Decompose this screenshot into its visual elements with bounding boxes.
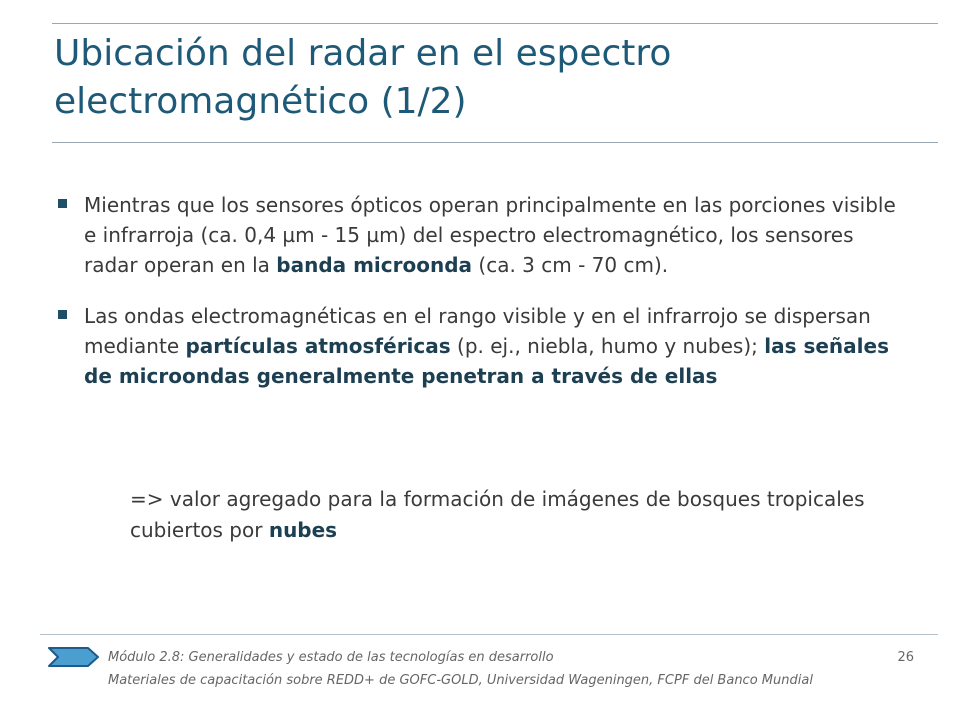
bullet-1-tail: (ca. 3 cm - 70 cm). bbox=[472, 253, 669, 277]
title-divider bbox=[52, 142, 938, 143]
chevron-arrow-shape bbox=[49, 648, 98, 666]
bullet-1-text: Mientras que los sensores ópticos operan principalmente en las porciones visible e infrarroja (ca. 0,4 µm - 15 µm) del espectro electromagnético, los sensores radar operan en la bbox=[84, 193, 896, 277]
footer-materials-text: Materiales de capacitación sobre REDD+ de GOFC-GOLD, Universidad Wageningen, FCPF del Banco Mundial bbox=[108, 673, 813, 688]
slide-title: Ubicación del radar en el espectro electromagnético (1/2) bbox=[54, 33, 672, 122]
bullet-1-bold: banda microonda bbox=[276, 253, 473, 277]
chevron-arrow-icon bbox=[48, 646, 100, 668]
top-divider bbox=[52, 23, 938, 24]
bullet-2-middle: (p. ej., niebla, humo y nubes); bbox=[450, 334, 765, 358]
bullet-item-1 bbox=[58, 190, 898, 280]
footer-divider bbox=[40, 634, 938, 635]
bullet-item-2 bbox=[58, 301, 898, 391]
bullet-2-text: Las ondas electromagnéticas en el rango visible y en el infrarrojo se dispersan mediante bbox=[84, 304, 871, 358]
bullet-list bbox=[58, 190, 898, 412]
footer-module-text: Módulo 2.8: Generalidades y estado de las tecnologías en desarrollo bbox=[108, 650, 554, 665]
conclusion-note bbox=[130, 484, 910, 546]
square-bullet-icon bbox=[58, 199, 67, 208]
bullet-2-bold-penetration: las señales de microondas generalmente penetran a través de ellas bbox=[84, 334, 889, 388]
square-bullet-icon bbox=[58, 310, 67, 319]
page-number: 26 bbox=[897, 650, 914, 665]
conclusion-text: => valor agregado para la formación de imágenes de bosques tropicales cubiertos por bbox=[130, 487, 865, 542]
conclusion-bold: nubes bbox=[268, 518, 338, 542]
bullet-2-bold-particles: partículas atmosféricas bbox=[185, 334, 451, 358]
